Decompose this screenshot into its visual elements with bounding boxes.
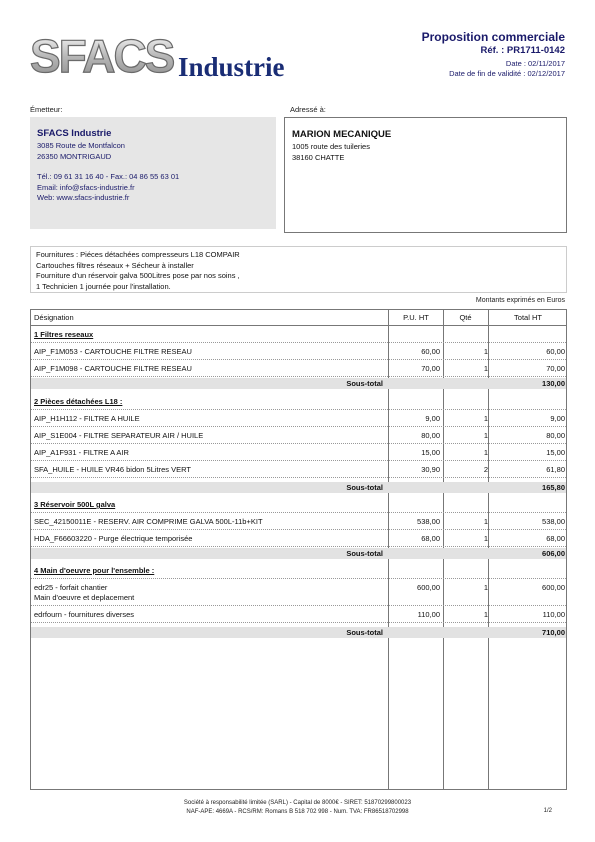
line-quantity: 1 bbox=[483, 414, 488, 423]
line-designation: AIP_S1E004 - FILTRE SEPARATEUR AIR / HUILE bbox=[34, 431, 204, 440]
line-unit-price: 60,00 bbox=[421, 347, 440, 356]
line-total: 110,00 bbox=[542, 610, 565, 619]
subtotal-row bbox=[31, 378, 566, 390]
quote-table bbox=[30, 309, 567, 790]
line-unit-price: 80,00 bbox=[421, 431, 440, 440]
header-designation: Désignation bbox=[34, 313, 74, 322]
description-line: Cartouches filtres réseaux + Sécheur à installer bbox=[36, 260, 194, 270]
line-quantity: 1 bbox=[483, 583, 488, 592]
line-unit-price: 538,00 bbox=[417, 517, 440, 526]
section-row bbox=[31, 326, 566, 343]
logo-word: Industrie bbox=[178, 52, 285, 82]
subtotal-value: 606,00 bbox=[542, 549, 565, 558]
table-row bbox=[31, 343, 566, 360]
recipient-address1: 1005 route des tuileries bbox=[292, 142, 370, 151]
description-line: 1 Technicien 1 journée pour l'installation. bbox=[36, 281, 171, 291]
line-quantity: 1 bbox=[483, 610, 488, 619]
subtotal-row bbox=[31, 548, 566, 560]
document-header bbox=[422, 30, 565, 78]
line-unit-price: 600,00 bbox=[417, 583, 440, 592]
legal-footer bbox=[0, 799, 595, 817]
document-reference: Réf. : PR1711-0142 bbox=[480, 45, 565, 56]
line-total: 538,00 bbox=[542, 517, 565, 526]
subtotal-value: 710,00 bbox=[542, 628, 565, 637]
line-total: 68,00 bbox=[546, 534, 565, 543]
table-row bbox=[31, 530, 566, 547]
line-designation: HDA_F66603220 - Purge électrique temporisée bbox=[34, 534, 193, 543]
section-title: 4 Main d'oeuvre pour l'ensemble : bbox=[34, 566, 155, 575]
line-designation: AIP_A1F931 - FILTRE A AIR bbox=[34, 448, 129, 457]
footer-line1: Société à responsabilité limitée (SARL) - Capital de 8000€ - SIRET: 51870299800023 bbox=[183, 800, 412, 806]
subtotal-label: Sous-total bbox=[346, 628, 383, 637]
page-number: 1/2 bbox=[543, 808, 552, 814]
line-total: 70,00 bbox=[546, 364, 565, 373]
document-date: Date : 02/11/2017 bbox=[505, 59, 565, 68]
line-total: 15,00 bbox=[546, 448, 565, 457]
company-logo bbox=[30, 32, 315, 82]
description-box bbox=[30, 246, 567, 293]
line-quantity: 1 bbox=[483, 534, 488, 543]
subtotal-label: Sous-total bbox=[346, 379, 383, 388]
section-row bbox=[31, 393, 566, 410]
line-designation: edrfourn - fournitures diverses bbox=[34, 610, 135, 619]
table-row bbox=[31, 606, 566, 623]
emitter-address1: 3085 Route de Montfalcon bbox=[37, 141, 125, 150]
line-unit-price: 110,00 bbox=[417, 610, 440, 619]
line-total: 61,80 bbox=[546, 465, 565, 474]
subtotal-row bbox=[31, 482, 566, 494]
header-quantity: Qté bbox=[459, 313, 472, 322]
table-header bbox=[31, 310, 566, 326]
line-unit-price: 15,00 bbox=[421, 448, 440, 457]
table-row bbox=[31, 513, 566, 530]
line-designation: edr25 - forfait chantier bbox=[34, 583, 108, 592]
recipient-address2: 38160 CHATTE bbox=[292, 152, 345, 162]
line-unit-price: 68,00 bbox=[421, 534, 440, 543]
emitter-phone: Tél.: 09 61 31 16 40 - Fax.: 04 86 55 63 01 bbox=[37, 172, 180, 181]
footer-line2: NAF-APE: 4669A - RCS/RM: Romans B 518 702 998 - Num. TVA: FR86518702998 bbox=[186, 809, 409, 815]
table-row bbox=[31, 360, 566, 377]
emitter-email: Email: info@sfacs-industrie.fr bbox=[37, 182, 135, 192]
line-quantity: 1 bbox=[483, 517, 488, 526]
emitter-label: Émetteur: bbox=[30, 105, 63, 114]
subtotal-row bbox=[31, 627, 566, 639]
table-row bbox=[31, 444, 566, 461]
line-quantity: 1 bbox=[483, 347, 488, 356]
recipient-name: MARION MECANIQUE bbox=[292, 129, 392, 140]
line-total: 80,00 bbox=[546, 431, 565, 440]
line-quantity: 1 bbox=[483, 448, 488, 457]
subtotal-value: 165,80 bbox=[542, 483, 565, 492]
table-row bbox=[31, 410, 566, 427]
line-designation: SFA_HUILE - HUILE VR46 bidon 5Litres VERT bbox=[34, 465, 192, 474]
line-designation: SEC_42150011E - RESERV. AIR COMPRIME GALVA 500L-11b+KIT bbox=[34, 517, 263, 526]
emitter-address2: 26350 MONTRIGAUD bbox=[37, 151, 112, 161]
line-designation: AIP_F1M098 - CARTOUCHE FILTRE RESEAU bbox=[34, 364, 192, 373]
line-total: 9,00 bbox=[550, 414, 565, 423]
line-quantity: 2 bbox=[483, 465, 488, 474]
emitter-name: SFACS Industrie bbox=[37, 128, 112, 139]
validity-date: Date de fin de validité : 02/12/2017 bbox=[449, 69, 565, 78]
header-total: Total HT bbox=[514, 313, 542, 322]
emitter-box bbox=[30, 117, 276, 229]
line-designation-detail: Main d'oeuvre et deplacement bbox=[34, 593, 135, 602]
line-total: 600,00 bbox=[542, 583, 565, 592]
document-title: Proposition commerciale bbox=[421, 30, 565, 44]
section-row bbox=[31, 496, 566, 513]
section-row bbox=[31, 562, 566, 579]
table-row bbox=[31, 427, 566, 444]
recipient-label: Adressé à: bbox=[290, 105, 326, 114]
header-unit-price: P.U. HT bbox=[403, 313, 429, 322]
line-designation: AIP_F1M053 - CARTOUCHE FILTRE RESEAU bbox=[34, 347, 192, 356]
line-designation: AIP_H1H112 - FILTRE A HUILE bbox=[34, 414, 140, 423]
logo-mark: SFACS bbox=[30, 32, 174, 82]
section-title: 2 Pièces détachées L18 : bbox=[34, 397, 123, 406]
subtotal-value: 130,00 bbox=[542, 379, 565, 388]
table-row bbox=[31, 461, 566, 478]
subtotal-label: Sous-total bbox=[346, 549, 383, 558]
section-title: 3 Réservoir 500L galva bbox=[34, 500, 116, 509]
recipient-box bbox=[284, 117, 567, 233]
line-total: 60,00 bbox=[546, 347, 565, 356]
table-row bbox=[31, 579, 566, 606]
currency-note: Montants exprimés en Euros bbox=[475, 297, 565, 304]
subtotal-label: Sous-total bbox=[346, 483, 383, 492]
description-line: Fourniture d'un réservoir galva 500Litres pose par nos soins , bbox=[36, 271, 240, 280]
description-line: Fournitures : Piéces détachées compresseurs L18 COMPAIR bbox=[36, 250, 240, 259]
emitter-web: Web: www.sfacs-industrie.fr bbox=[37, 193, 130, 202]
line-quantity: 1 bbox=[483, 364, 488, 373]
line-quantity: 1 bbox=[483, 431, 488, 440]
line-unit-price: 9,00 bbox=[425, 414, 440, 423]
line-unit-price: 30,90 bbox=[421, 465, 440, 474]
section-title: 1 Filtres reseaux bbox=[34, 330, 94, 339]
line-unit-price: 70,00 bbox=[421, 364, 440, 373]
